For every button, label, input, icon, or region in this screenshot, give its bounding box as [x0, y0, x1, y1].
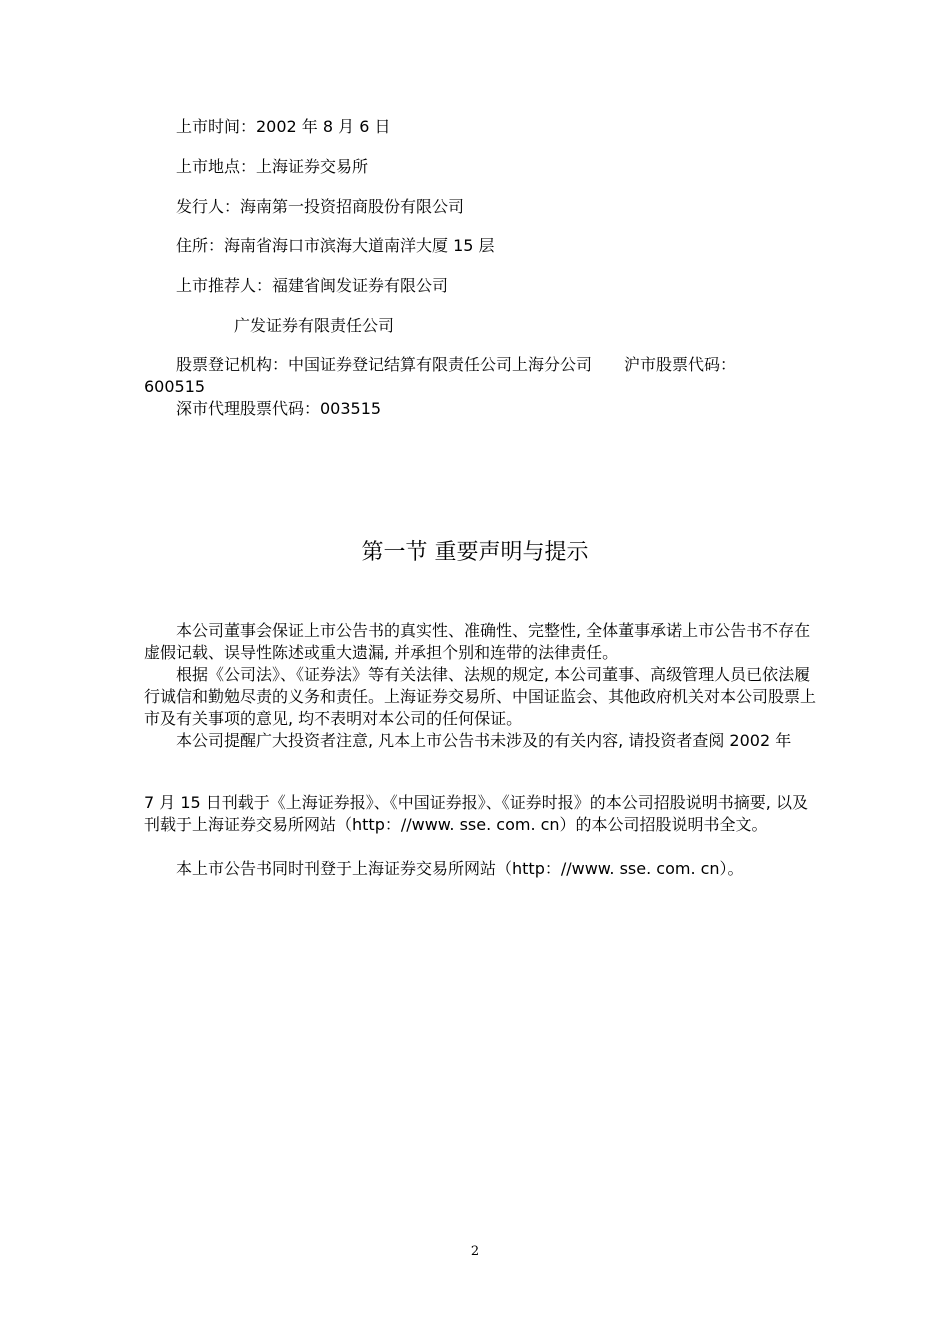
registry-and-sh-code: 股票登记机构：中国证券登记结算有限责任公司上海分公司 沪市股票代码：	[176, 355, 737, 374]
sh-stock-code: 600515	[144, 377, 206, 396]
address: 住所：海南省海口市滨海大道南洋大厦 15 层	[176, 236, 495, 255]
declaration-paragraph-1: 本公司董事会保证上市公告书的真实性、准确性、完整性, 全体董事承诺上市公告书不存在虚假记载、误导性陈述或重大遗漏, 并承担个别和连带的法律责任。	[144, 621, 811, 662]
sz-agent-stock-code: 深市代理股票代码：003515	[176, 399, 382, 418]
declaration-paragraph-4: 本上市公告书同时刊登于上海证券交易所网站（http：//www. sse. com. cn）。	[176, 859, 744, 878]
section-title: 第一节 重要声明与提示	[361, 540, 589, 565]
listing-date: 上市时间：2002 年 8 月 6 日	[176, 117, 391, 136]
declaration-paragraph-3-part1: 本公司提醒广大投资者注意, 凡本上市公告书未涉及的有关内容, 请投资者查阅 2002 年	[176, 731, 792, 750]
sponsor-secondary: 广发证券有限责任公司	[234, 316, 395, 335]
declaration-paragraph-2: 根据《公司法》、《证券法》等有关法律、法规的规定, 本公司董事、高级管理人员已依法履行诚信和勤勉尽责的义务和责任。上海证券交易所、中国证监会、其他政府机关对本公司股票上市及有关事项的意见, 均不表明对本公司的任何保证。	[144, 665, 817, 728]
issuer: 发行人：海南第一投资招商股份有限公司	[176, 197, 465, 216]
listing-place: 上市地点：上海证券交易所	[176, 157, 369, 176]
declaration-paragraph-3-part2: 7 月 15 日刊载于《上海证券报》、《中国证券报》、《证券时报》的本公司招股说明书摘要, 以及刊载于上海证券交易所网站（http：//www. sse. com. cn）的本公司招股说明书全文。	[144, 793, 808, 834]
page-number: 2	[470, 1244, 480, 1259]
sponsor-primary: 上市推荐人：福建省闽发证券有限公司	[176, 276, 449, 295]
